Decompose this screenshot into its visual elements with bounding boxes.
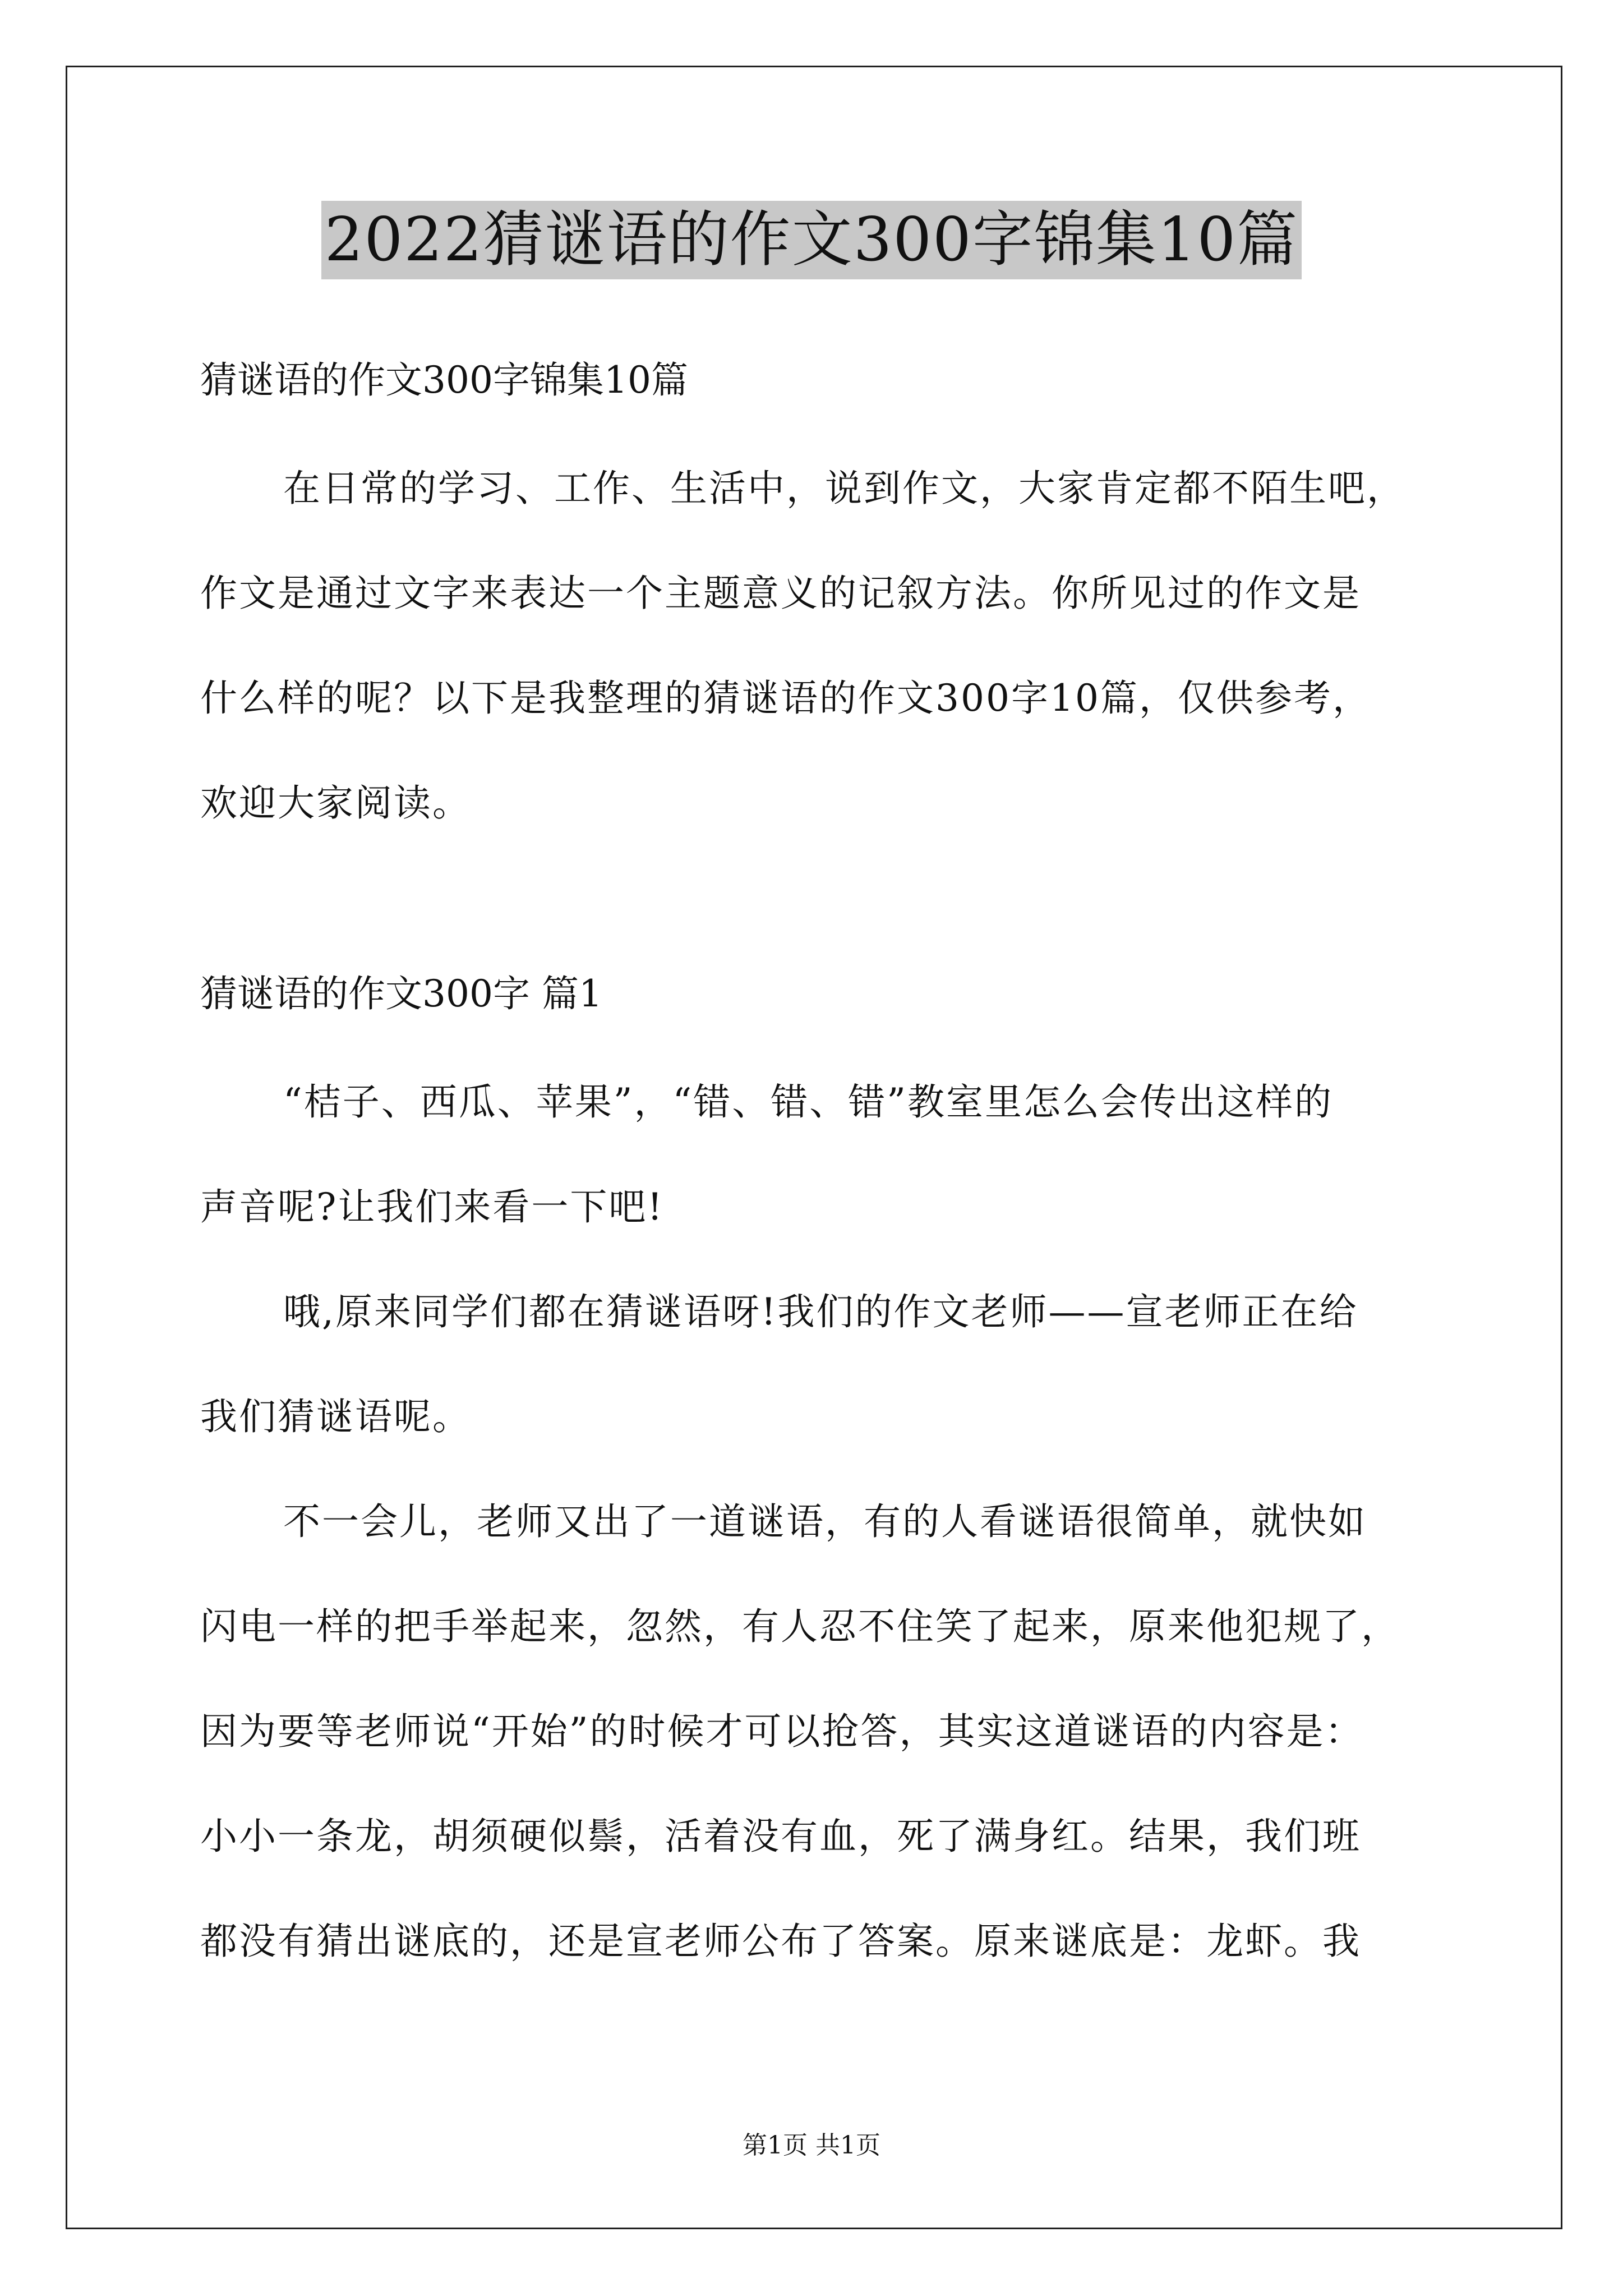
body-line-9: 都没有猜出谜底的，还是宣老师公布了答案。原来谜底是：龙虾。我 bbox=[200, 1920, 1361, 1963]
intro-line-4: 欢迎大家阅读。 bbox=[200, 781, 471, 825]
intro-line-3: 什么样的呢？以下是我整理的猜谜语的作文300字10篇，仅供参考， bbox=[200, 677, 1371, 720]
intro-line-1: 在日常的学习、工作、生活中，说到作文，大家肯定都不陌生吧， bbox=[283, 467, 1405, 510]
document-subtitle: 猜谜语的作文300字锦集10篇 bbox=[200, 358, 688, 402]
body-line-3: 哦,原来同学们都在猜谜语呀!我们的作文老师——宣老师正在给 bbox=[283, 1290, 1358, 1333]
body-line-4: 我们猜谜语呢。 bbox=[200, 1395, 471, 1438]
page-footer: 第1页 共1页 bbox=[743, 2131, 880, 2160]
body-line-7: 因为要等老师说“开始”的时候才可以抢答，其实这道谜语的内容是： bbox=[200, 1710, 1364, 1753]
body-line-1: “桔子、西瓜、苹果”，“错、错、错”教室里怎么会传出这样的 bbox=[283, 1080, 1333, 1124]
body-line-8: 小小一条龙，胡须硬似鬃，活着没有血，死了满身红。结果，我们班 bbox=[200, 1815, 1361, 1858]
document-title: 2022猜谜语的作文300字锦集10篇 bbox=[321, 201, 1302, 279]
body-line-6: 闪电一样的把手举起来，忽然，有人忍不住笑了起来，原来他犯规了， bbox=[200, 1605, 1400, 1648]
section-heading: 猜谜语的作文300字 篇1 bbox=[200, 972, 602, 1015]
body-line-5: 不一会儿，老师又出了一道谜语，有的人看谜语很简单，就快如 bbox=[283, 1500, 1367, 1543]
title-container bbox=[0, 201, 1623, 279]
intro-line-2: 作文是通过文字来表达一个主题意义的记叙方法。你所见过的作文是 bbox=[200, 572, 1361, 615]
body-line-2: 声音呢?让我们来看一下吧! bbox=[200, 1185, 664, 1228]
